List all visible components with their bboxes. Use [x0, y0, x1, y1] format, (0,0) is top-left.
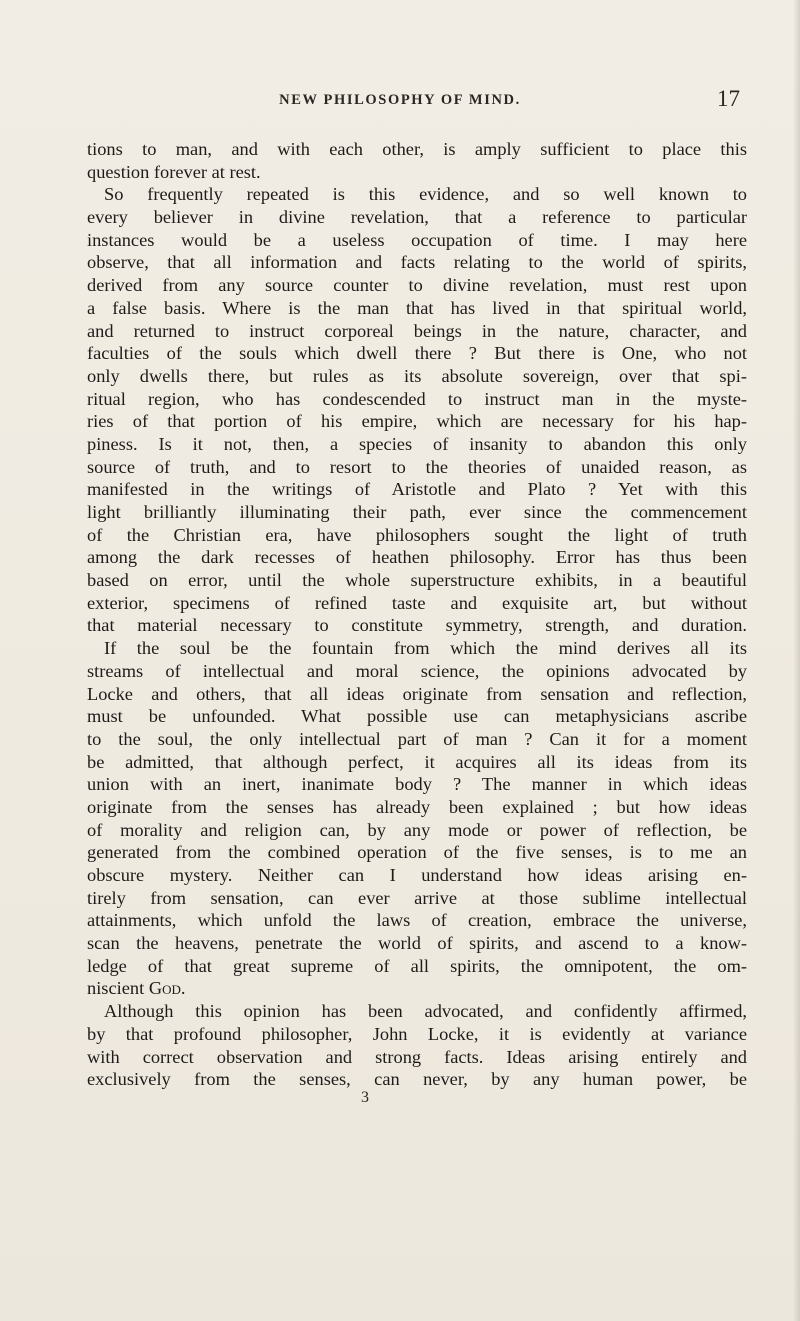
text-line [87, 161, 747, 184]
text-line [87, 864, 747, 887]
text-line-content: If the soul be the fountain from which the mind derives all its [104, 638, 747, 659]
text-line-content: light brilliantly illuminating their path, ever since the commencement [87, 502, 747, 522]
text-line-content: ritual region, who has condescended to instruct man in the myste- [87, 388, 747, 409]
text-line [87, 433, 747, 456]
text-line [87, 909, 747, 932]
text-line-content: to the soul, the only intellectual part of man ? Can it for a moment [87, 728, 747, 749]
text-line-content: observe, that all information and facts relating to the world of spirits, [87, 252, 747, 273]
text-line-content: based on error, until the whole superstructure exhibits, in a beautiful [87, 570, 747, 591]
signature-mark: 3 [361, 1089, 369, 1106]
text-line [87, 841, 747, 864]
text-line [87, 138, 747, 161]
text-line [87, 705, 747, 728]
text-line [87, 932, 747, 955]
text-line-content: source of truth, and to resort to the theories of unaided reason, as [87, 456, 747, 477]
text-line-content: attainments, which unfold the laws of creation, embrace the universe, [87, 910, 747, 931]
text-line [87, 728, 747, 751]
text-line [87, 206, 747, 229]
text-line [87, 297, 747, 320]
text-line [87, 637, 747, 660]
text-line-content: scan the heavens, penetrate the world of spirits, and ascend to a know- [87, 933, 747, 954]
text-line [87, 773, 747, 796]
text-line [87, 501, 747, 524]
page-edge-shadow [793, 0, 800, 1321]
text-line [87, 251, 747, 274]
text-line [87, 977, 747, 1000]
text-line [87, 1000, 747, 1023]
text-line-content: of the Christian era, have philosophers sought the light of truth [87, 524, 747, 545]
text-line [87, 751, 747, 774]
text-line [87, 229, 747, 252]
text-line [87, 524, 747, 547]
text-line-content: manifested in the writings of Aristotle and Plato ? Yet with this [87, 479, 747, 500]
running-head [60, 88, 740, 118]
text-line [87, 456, 747, 479]
text-line [87, 660, 747, 683]
running-head-title: NEW PHILOSOPHY OF MIND. [279, 92, 521, 108]
text-line [87, 546, 747, 569]
text-line [87, 1068, 747, 1091]
text-line-content: by that profound philosopher, John Locke, it is evidently at variance [87, 1023, 747, 1044]
page-number: 17 [717, 86, 740, 111]
text-line-content: obscure mystery. Neither can I understand how ideas arising en- [87, 865, 747, 885]
text-line-content: instances would be a useless occupation of time. I may here [87, 229, 747, 250]
text-line-content: exclusively from the senses, can never, by any human power, be [87, 1069, 747, 1090]
text-line [87, 320, 747, 343]
text-line [87, 819, 747, 842]
text-line-content: that material necessary to constitute symmetry, strength, and duration. [87, 615, 747, 636]
text-line-content: only dwells there, but rules as its absolute sovereign, over that spi- [87, 365, 747, 386]
body-text [87, 138, 747, 1091]
text-line [87, 569, 747, 592]
text-line [87, 592, 747, 615]
text-line [87, 388, 747, 411]
text-line [87, 683, 747, 706]
text-line [87, 1046, 747, 1069]
text-line-content: derived from any source counter to divine revelation, must rest upon [87, 275, 747, 296]
text-line-content: ledge of that great supreme of all spirits, the omnipotent, the om- [87, 955, 747, 976]
text-line-content: exterior, specimens of refined taste and exquisite art, but without [87, 592, 747, 613]
text-line-content: and returned to instruct corporeal beings in the nature, character, and [87, 320, 747, 341]
text-line-content: of morality and religion can, by any mode or power of reflection, be [87, 819, 747, 840]
text-line-content: with correct observation and strong facts. Ideas arising entirely and [87, 1046, 747, 1067]
text-line [87, 183, 747, 206]
text-line [87, 1023, 747, 1046]
text-line-content: tirely from sensation, can ever arrive at those sublime intellectual [87, 887, 747, 908]
text-line-content: tions to man, and with each other, is amply sufficient to place this [87, 139, 747, 159]
text-line-content: every believer in divine revelation, that a reference to particular [87, 207, 747, 228]
text-line-content: a false basis. Where is the man that has lived in that spiritual world, [87, 297, 747, 318]
text-line-content: ries of that portion of his empire, which are necessary for his hap- [87, 411, 747, 432]
text-line-content: piness. Is it not, then, a species of insanity to abandon this only [87, 433, 747, 454]
text-line [87, 796, 747, 819]
text-line-content: streams of intellectual and moral science, the opinions advocated by [87, 660, 747, 681]
text-line-content: union with an inert, inanimate body ? The manner in which ideas [87, 774, 747, 795]
text-line-content: among the dark recesses of heathen philosophy. Error has thus been [87, 547, 747, 568]
text-line-content: must be unfounded. What possible use can metaphysicians ascribe [87, 706, 747, 727]
text-line [87, 478, 747, 501]
text-line [87, 614, 747, 637]
text-line [87, 274, 747, 297]
text-line-content: faculties of the souls which dwell there ? But there is One, who not [87, 343, 747, 364]
text-line [87, 410, 747, 433]
text-line [87, 365, 747, 388]
trailing-punctuation: . [180, 978, 186, 999]
text-line-content: Locke and others, that all ideas originate from sensation and reflection, [87, 683, 747, 704]
text-line [87, 955, 747, 978]
small-caps-word: God [148, 978, 181, 999]
text-line-content: be admitted, that although perfect, it acquires all its ideas from its [87, 751, 747, 772]
text-line-content: niscient [87, 978, 145, 999]
text-line-content: So frequently repeated is this evidence, and so well known to [104, 184, 747, 205]
text-line [87, 342, 747, 365]
text-line-content: originate from the senses has already been explained ; but how ideas [87, 796, 747, 817]
text-line-content: generated from the combined operation of the five senses, is to me an [87, 842, 747, 863]
text-line [87, 887, 747, 910]
text-line-content: Although this opinion has been advocated, and confidently affirmed, [104, 1001, 747, 1022]
text-line-content: question forever at rest. [87, 161, 261, 182]
